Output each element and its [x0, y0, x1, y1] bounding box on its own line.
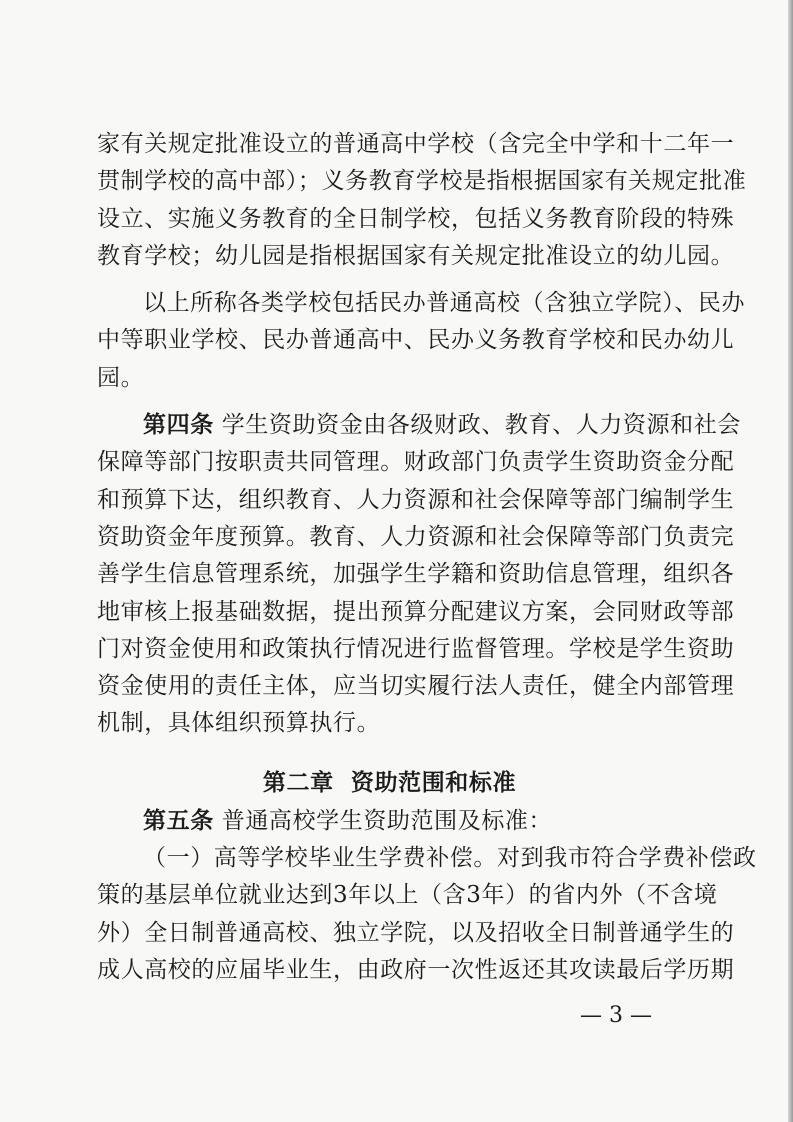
scan-edge [788, 0, 793, 1122]
paragraph-line: 以上所称各类学校包括民办普通高校（含独立学院）、民办 [143, 290, 746, 317]
page-number: — 3 — [580, 1003, 652, 1028]
article-4-label: 第四条 [143, 412, 214, 439]
article-4-text: 学生资助资金由各级财政、教育、人力资源和社会 [221, 412, 741, 439]
paragraph-line: 门对资金使用和政策执行情况进行监督管理。学校是学生资助 [97, 635, 735, 662]
article-5-label: 第五条 [143, 807, 214, 834]
paragraph-line: 机制，具体组织预算执行。 [97, 710, 381, 737]
paragraph-line: 资助资金年度预算。教育、人力资源和社会保障等部门负责完 [97, 523, 735, 550]
paragraph-line: 家有关规定批准设立的普通高中学校（含完全中学和十二年一 [97, 131, 735, 157]
paragraph-line: 中等职业学校、民办普通高中、民办义务教育学校和民办幼儿 [97, 327, 735, 354]
paragraph-line: 和预算下达，组织教育、人力资源和社会保障等部门编制学生 [97, 486, 735, 513]
paragraph-line: （一）高等学校毕业生学费补偿。对到我市符合学费补偿政 [143, 845, 757, 872]
paragraph-line: 资金使用的责任主体，应当切实履行法人责任，健全内部管理 [97, 673, 735, 700]
paragraph-line: 善学生信息管理系统，加强学生学籍和资助信息管理，组织各 [97, 561, 735, 588]
paragraph-line: 贯制学校的高中部）；义务教育学校是指根据国家有关规定批准 [97, 168, 747, 195]
chapter-heading [97, 763, 682, 803]
document-body [97, 126, 757, 989]
chapter-number: 第二章 [262, 769, 334, 796]
chapter-title: 资助范围和标准 [350, 769, 517, 796]
paragraph-line: 成人高校的应届毕业生，由政府一次性返还其攻读最后学历期 [97, 956, 735, 983]
paragraph-line: 策的基层单位就业达到3年以上（含3年）的省内外（不含境 [97, 882, 718, 909]
paragraph-line: 保障等部门按职责共同管理。财政部门负责学生资助资金分配 [97, 449, 735, 476]
paragraph-line: 教育学校；幼儿园是指根据国家有关规定批准设立的幼儿园。 [97, 242, 735, 269]
article-4-first-line [97, 407, 741, 444]
paragraph-line: 地审核上报基础数据，提出预算分配建议方案，会同财政等部 [97, 598, 735, 625]
article-5-line [97, 803, 682, 840]
paragraph-line: 设立、实施义务教育的全日制学校，包括义务教育阶段的特殊 [97, 205, 735, 232]
paragraph-line: 外）全日制普通高校、独立学院，以及招收全日制普通学生的 [97, 919, 735, 946]
article-5-text: 普通高校学生资助范围及标准： [221, 807, 553, 834]
paragraph-line: 园。 [97, 364, 145, 391]
